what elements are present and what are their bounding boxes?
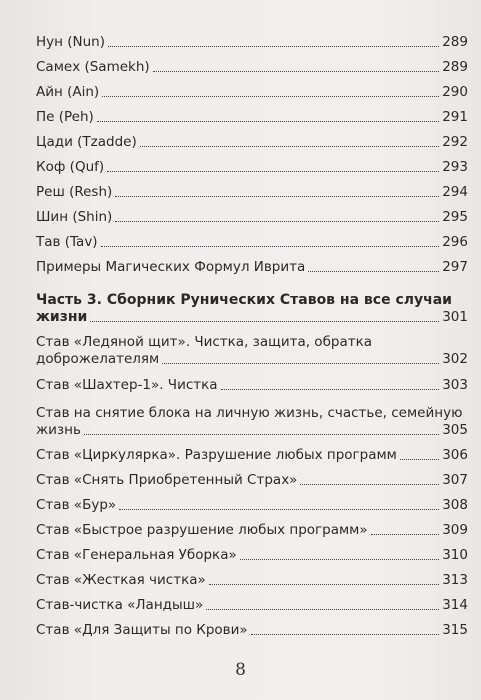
leader-dots	[153, 70, 440, 72]
toc-entry-title: Нун (Nun)	[36, 34, 106, 50]
leader-dots	[115, 195, 439, 197]
toc-entry	[36, 334, 468, 368]
toc-entry-page: 295	[442, 209, 468, 225]
toc-entry	[36, 84, 468, 101]
toc-entry-page: 302	[442, 351, 468, 367]
toc-entry	[36, 547, 468, 564]
toc-entry-title: Став «Шахтер-1». Чистка	[36, 377, 218, 393]
leader-dots	[101, 245, 440, 247]
leader-dots	[162, 362, 439, 364]
toc-entry-title-line1: Став на снятие блока на личную жизнь, счастье, семейную	[36, 405, 463, 421]
toc-entry-page: 305	[442, 422, 468, 438]
toc-entry-page: 314	[442, 597, 468, 613]
leader-dots	[90, 320, 439, 322]
leader-dots	[140, 145, 439, 147]
leader-dots	[300, 483, 439, 485]
toc-entry-title: Примеры Магических Формул Иврита	[36, 259, 306, 275]
leader-dots	[119, 508, 439, 510]
toc-entry	[36, 34, 468, 51]
toc-entry-title: Реш (Resh)	[36, 184, 113, 200]
toc-entry-title: Став «Снять Приобретенный Страх»	[36, 472, 298, 488]
toc-entry	[36, 59, 468, 76]
toc-entry-title: Став «Генеральная Уборка»	[36, 547, 237, 563]
leader-dots	[102, 95, 439, 97]
leader-dots	[108, 45, 439, 47]
toc-entry-title: Айн (Ain)	[36, 84, 100, 100]
leader-dots	[84, 433, 439, 435]
toc-entry-page: 307	[442, 472, 468, 488]
toc-entry-title: Став «Жесткая чистка»	[36, 572, 206, 588]
toc-entry-title: Цади (Tzadde)	[36, 134, 137, 150]
toc-entry-title-line2: жизнь	[36, 422, 81, 438]
toc-entry	[36, 472, 468, 489]
toc-entry	[36, 377, 468, 394]
leader-dots	[221, 388, 440, 390]
toc-entry	[36, 234, 468, 251]
toc-entry	[36, 497, 468, 514]
toc-entry-page: 308	[442, 497, 468, 513]
leader-dots	[97, 120, 439, 122]
toc-entry-title: Став «Быстрое разрушение любых программ»	[36, 522, 368, 538]
toc-entry-title-line2: доброжелателям	[36, 351, 160, 367]
toc-entry-title: Став-чистка «Ландыш»	[36, 597, 204, 613]
toc-entry	[36, 134, 468, 151]
leader-dots	[308, 270, 439, 272]
toc-entry-page: 293	[442, 159, 468, 175]
toc-entry-title: Став «Для Защиты по Крови»	[36, 622, 248, 638]
leader-dots	[400, 458, 439, 460]
part-heading	[36, 292, 468, 326]
leader-dots	[107, 170, 439, 172]
leader-dots	[115, 220, 439, 222]
toc-entry-page: 313	[442, 572, 468, 588]
toc-entry-page: 310	[442, 547, 468, 563]
toc-entry-page: 296	[442, 234, 468, 250]
toc-entry-page: 289	[442, 34, 468, 50]
toc-entry-title: Став «Бур»	[36, 497, 117, 513]
toc-entry	[36, 522, 468, 539]
toc-entry-page: 303	[442, 377, 468, 393]
toc-entry-title-line1: Став «Ледяной щит». Чистка, защита, обратка	[36, 334, 373, 350]
toc-entry	[36, 597, 468, 614]
leader-dots	[209, 583, 439, 585]
toc-entry-page: 290	[442, 84, 468, 100]
toc-entry-page: 297	[442, 259, 468, 275]
leader-dots	[240, 558, 439, 560]
leader-dots	[371, 533, 440, 535]
leader-dots	[251, 633, 440, 635]
part-heading-line2: жизни	[36, 309, 88, 325]
page-number: 8	[235, 660, 246, 680]
toc-entry	[36, 622, 468, 639]
toc-entry-page: 289	[442, 59, 468, 75]
toc-entry-page: 306	[442, 447, 468, 463]
leader-dots	[206, 608, 439, 610]
toc-entry	[36, 447, 468, 464]
toc-entry-title: Коф (Quf)	[36, 159, 105, 175]
toc-entry-page: 309	[442, 522, 468, 538]
toc-entry-page: 292	[442, 134, 468, 150]
toc-entry	[36, 572, 468, 589]
toc-entry-title: Став «Циркулярка». Разрушение любых программ	[36, 447, 397, 463]
toc-entry-page: 315	[442, 622, 468, 638]
toc-entry	[36, 184, 468, 201]
toc-entry	[36, 259, 468, 276]
toc-entry-title: Пе (Peh)	[36, 109, 94, 125]
toc-entry	[36, 209, 468, 226]
part-heading-line1: Часть 3. Сборник Рунических Ставов на все случаи	[36, 292, 452, 308]
toc-entry-page: 291	[442, 109, 468, 125]
toc-entry	[36, 109, 468, 126]
toc-entry	[36, 405, 468, 439]
toc-entry-title: Тав (Tav)	[36, 234, 98, 250]
part-heading-page: 301	[442, 309, 468, 325]
toc-entry-page: 294	[442, 184, 468, 200]
toc-entry-title: Шин (Shin)	[36, 209, 113, 225]
toc-entry	[36, 159, 468, 176]
toc-entry-title: Самех (Samekh)	[36, 59, 150, 75]
